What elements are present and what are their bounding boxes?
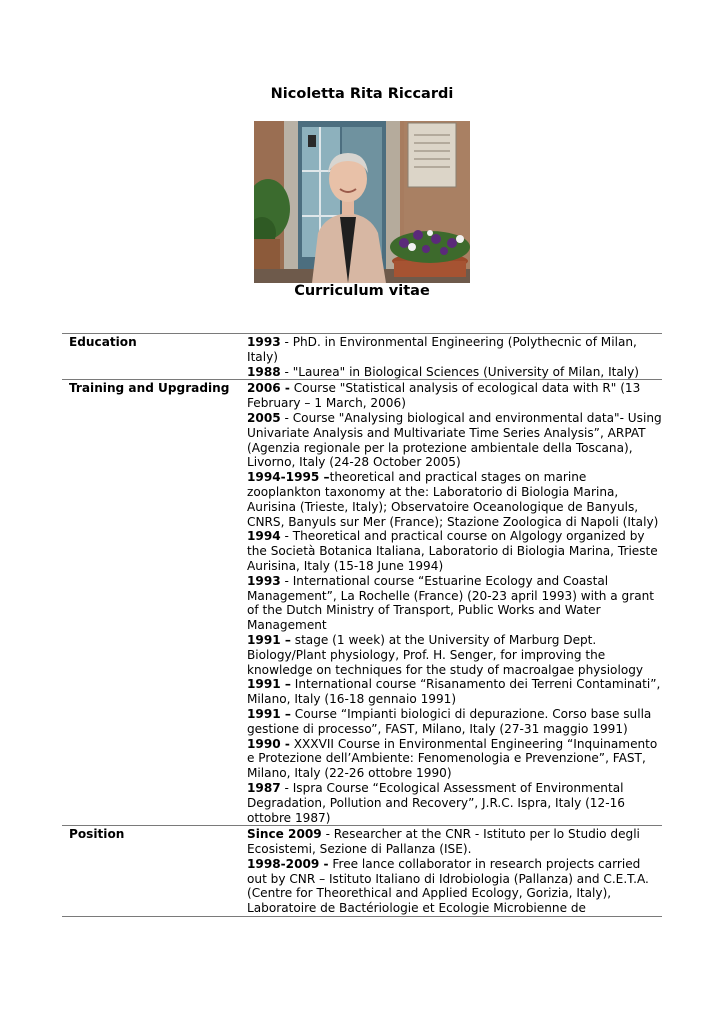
section-content bbox=[247, 826, 662, 917]
section-label: Training and Upgrading bbox=[69, 381, 230, 396]
section-label: Position bbox=[69, 827, 125, 842]
entry-text: Course "Statistical analysis of ecological data with R" (13 February – 1 March, 2006) bbox=[247, 381, 641, 411]
entry-year: 2006 - bbox=[247, 381, 290, 396]
entry bbox=[247, 381, 662, 411]
entry-year: 1988 bbox=[247, 364, 281, 379]
entry bbox=[247, 574, 662, 633]
section-education bbox=[62, 334, 662, 380]
entry-year: Since 2009 bbox=[247, 827, 322, 842]
entry-text: - Researcher at the CNR - Istituto per lo Studio degli Ecosistemi, Sezione di Pallanza (ISE). bbox=[247, 827, 640, 857]
cv-name: Nicoletta Rita Riccardi bbox=[270, 86, 454, 102]
entry-text: XXXVII Course in Environmental Engineering “Inquinamento e Protezione dell’Ambiente: Fenomenologia e Prevenzione”, FAST, Milano, Italy (22-26 ottobre 1990) bbox=[247, 736, 658, 781]
entry-text: - International course “Estuarine Ecology and Coastal Management”, La Rochelle (France) (20-23 april 1993) with a grant of the Dutch Ministry of Transport, Public Works and Water Management bbox=[247, 573, 655, 633]
entry bbox=[247, 365, 662, 380]
entry bbox=[247, 633, 662, 677]
entry bbox=[247, 737, 662, 781]
entry bbox=[247, 827, 662, 857]
entry-year: 1991 – bbox=[247, 706, 291, 721]
entry-year: 1987 bbox=[247, 780, 281, 795]
entry-year: 1998-2009 - bbox=[247, 856, 329, 871]
entry-text: International course “Risanamento dei Terreni Contaminati”, Milano, Italy (16-18 gennaio 1991) bbox=[247, 677, 661, 707]
entry bbox=[247, 781, 662, 825]
section-content bbox=[247, 380, 662, 826]
entry bbox=[247, 677, 662, 707]
entry-text: - Theoretical and practical course on Algology organized by the Società Botanica Italiana, Laboratorio di Biologia Marina, Trieste Aurisina, Italy (15-18 June 1994) bbox=[247, 529, 658, 573]
entry-year: 1994 bbox=[247, 529, 281, 544]
entry-year: 1990 - bbox=[247, 736, 290, 751]
entry-text: Course “Impianti biologici di depurazione. Corso base sulla gestione di processo”, FAST, Milano, Italy (27-31 maggio 1991) bbox=[247, 706, 652, 736]
cv-subtitle: Curriculum vitae bbox=[294, 283, 430, 299]
section-position bbox=[62, 826, 662, 917]
entry bbox=[247, 411, 662, 470]
section-training bbox=[62, 380, 662, 826]
entry-text: - "Laurea" in Biological Sciences (University of Milan, Italy) bbox=[280, 364, 640, 379]
entry bbox=[247, 857, 662, 916]
entry-year: 2005 bbox=[247, 410, 281, 425]
entry-text: - Course "Analysing biological and environmental data"- Using Univariate Analysis and Multivariate Time Series Analysis”, ARPAT (Agenzia regionale per la protezione ambientale della Toscana), Livorno, Italy (24-28 October 2005) bbox=[247, 410, 662, 470]
portrait-photo bbox=[254, 121, 470, 283]
entry bbox=[247, 335, 662, 365]
entry-text: Free lance collaborator in research projects carried out by CNR – Istituto Italiano di Idrobiologia (Pallanza) and C.E.T.A. (Centre for Theorethical and Applied Ecology, Gorizia, Italy), Laboratoire de Bactériologie et Ecologie Microbienne de bbox=[247, 856, 649, 916]
section-label: Education bbox=[69, 335, 137, 349]
entry bbox=[247, 707, 662, 737]
entry-text: theoretical and practical stages on marine zooplankton taxonomy at the: Laboratorio di Biologia Marina, Aurisina (Trieste, Italy); Observatoire Oceanologique de Banyuls, CNRS, Banyuls sur Mer (France); Stazione Zoologica di Napoli (Italy) bbox=[247, 470, 659, 529]
entry-year: 1993 bbox=[247, 573, 281, 588]
section-content bbox=[247, 334, 662, 380]
entry bbox=[247, 529, 662, 573]
entry-year: 1994-1995 – bbox=[247, 470, 330, 485]
entry-year: 1993 bbox=[247, 335, 281, 349]
entry-year: 1991 – bbox=[247, 632, 291, 647]
entry-text: - PhD. in Environmental Engineering (Polythecnic of Milan, Italy) bbox=[247, 335, 637, 364]
entry-text: stage (1 week) at the University of Marburg Dept. Biology/Plant physiology, Prof. H. Senger, for improving the knowledge on techniques for the study of macroalgae physiology bbox=[247, 632, 644, 677]
entry-text: - Ispra Course “Ecological Assessment of Environmental Degradation, Pollution and Recovery”, J.R.C. Ispra, Italy (12-16 ottobre 1987) bbox=[247, 780, 625, 825]
entry bbox=[247, 470, 662, 529]
entry-year: 1991 – bbox=[247, 677, 291, 692]
cv-table bbox=[62, 333, 662, 917]
